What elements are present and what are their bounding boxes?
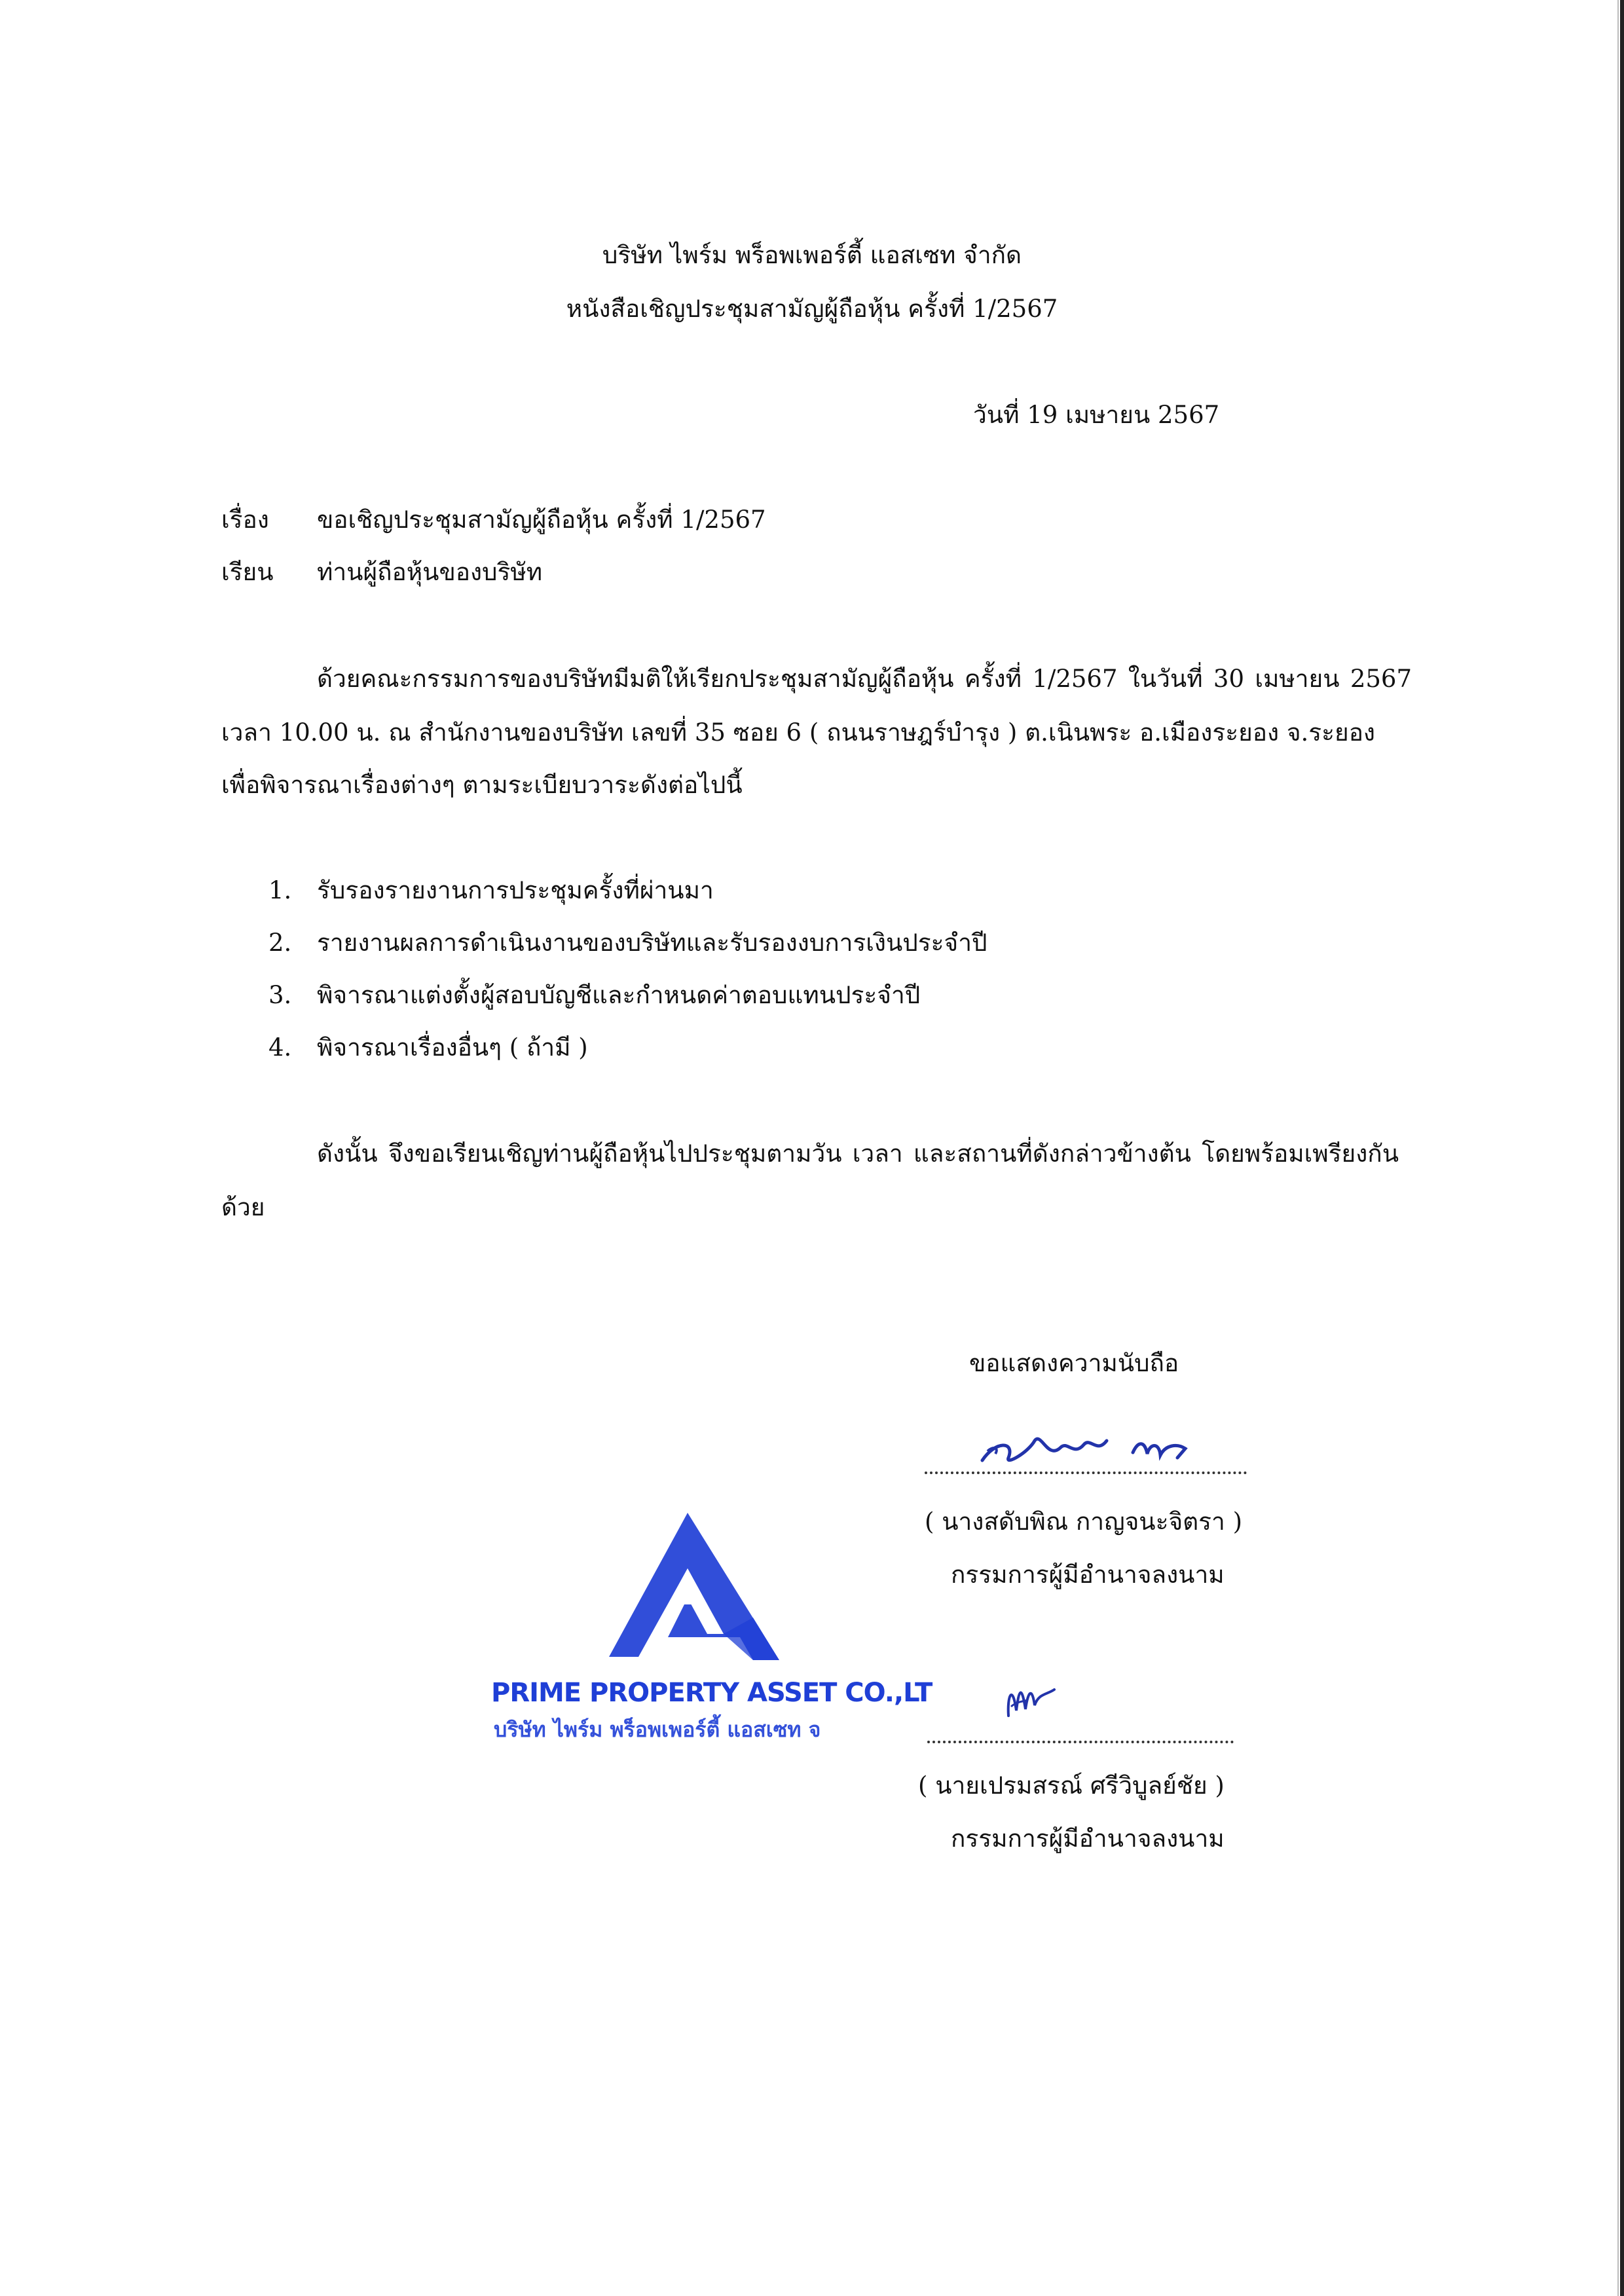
agenda-item: พิจารณาแต่งตั้งผู้สอบบัญชีและกำหนดค่าตอบแทนประจำปี xyxy=(317,981,921,1009)
handwritten-signature-1 xyxy=(969,1415,1257,1473)
body-paragraph-1-line-2: เวลา 10.00 น. ณ สำนักงานของบริษัท เลขที่ 35 ซอย 6 ( ถนนราษฎร์บำรุง ) ต.เนินพระ อ.เมืองระยอง จ.ระยอง xyxy=(221,718,1375,747)
agenda-number: 1. xyxy=(268,876,292,904)
agenda-item: พิจารณาเรื่องอื่นๆ ( ถ้ามี ) xyxy=(317,1033,588,1062)
signatory-2-role: กรรมการผู้มีอำนาจลงนาม xyxy=(951,1824,1225,1853)
body-paragraph-2-line-2: ด้วย xyxy=(221,1193,265,1221)
document-title: หนังสือเชิญประชุมสามัญผู้ถือหุ้น ครั้งที่ 1/2567 xyxy=(566,295,1058,323)
to-label: เรียน xyxy=(221,558,274,586)
stamp-company-th: บริษัท ไพร์ม พร็อพเพอร์ตี้ แอสเซท จ xyxy=(494,1717,821,1742)
agenda-number: 2. xyxy=(268,929,292,957)
signature-2 xyxy=(995,1670,1074,1729)
scan-edge-shadow xyxy=(1617,0,1619,2296)
closing-phrase: ขอแสดงความนับถือ xyxy=(969,1349,1179,1377)
signature-line-2 xyxy=(927,1741,1234,1743)
scan-edge xyxy=(1620,0,1624,2296)
body-paragraph-1-line-1: ด้วยคณะกรรมการของบริษัทมีมติให้เรียกประชุมสามัญผู้ถือหุ้น ครั้งที่ 1/2567 ในวันที่ 30 เมษายน 2567 xyxy=(317,665,1412,693)
signature-line-1 xyxy=(925,1472,1247,1474)
signatory-1-role: กรรมการผู้มีอำนาจลงนาม xyxy=(951,1561,1225,1589)
company-name: บริษัท ไพร์ม พร็อพเพอร์ตี้ แอสเซท จำกัด xyxy=(602,241,1022,269)
company-stamp xyxy=(491,1506,932,1755)
signatory-1-name: ( นางสดับพิณ กาญจนะจิตรา ) xyxy=(925,1508,1243,1536)
company-logo-icon xyxy=(589,1506,786,1683)
signatory-2-name: ( นายเปรมสรณ์ ศรีวิบูลย์ชัย ) xyxy=(918,1771,1225,1800)
letter-date: วันที่ 19 เมษายน 2567 xyxy=(973,401,1220,429)
signature-1 xyxy=(969,1415,1257,1473)
to-text: ท่านผู้ถือหุ้นของบริษัท xyxy=(317,558,543,586)
handwritten-signature-2 xyxy=(995,1670,1074,1729)
subject-text: ขอเชิญประชุมสามัญผู้ถือหุ้น ครั้งที่ 1/2567 xyxy=(317,506,766,534)
body-paragraph-1-line-3: เพื่อพิจารณาเรื่องต่างๆ ตามระเบียบวาระดังต่อไปนี้ xyxy=(221,771,743,799)
subject-label: เรื่อง xyxy=(221,506,269,534)
agenda-number: 3. xyxy=(268,981,292,1009)
agenda-number: 4. xyxy=(268,1033,292,1062)
stamp-company-en: PRIME PROPERTY ASSET CO.,LT xyxy=(491,1678,932,1708)
agenda-item: รายงานผลการดำเนินงานของบริษัทและรับรองงบการเงินประจำปี xyxy=(317,929,987,957)
agenda-item: รับรองรายงานการประชุมครั้งที่ผ่านมา xyxy=(317,876,714,904)
body-paragraph-2-line-1: ดังนั้น จึงขอเรียนเชิญท่านผู้ถือหุ้นไปประชุมตามวัน เวลา และสถานที่ดังกล่าวข้างต้น โดยพร้อมเพรียงกัน xyxy=(317,1139,1399,1168)
